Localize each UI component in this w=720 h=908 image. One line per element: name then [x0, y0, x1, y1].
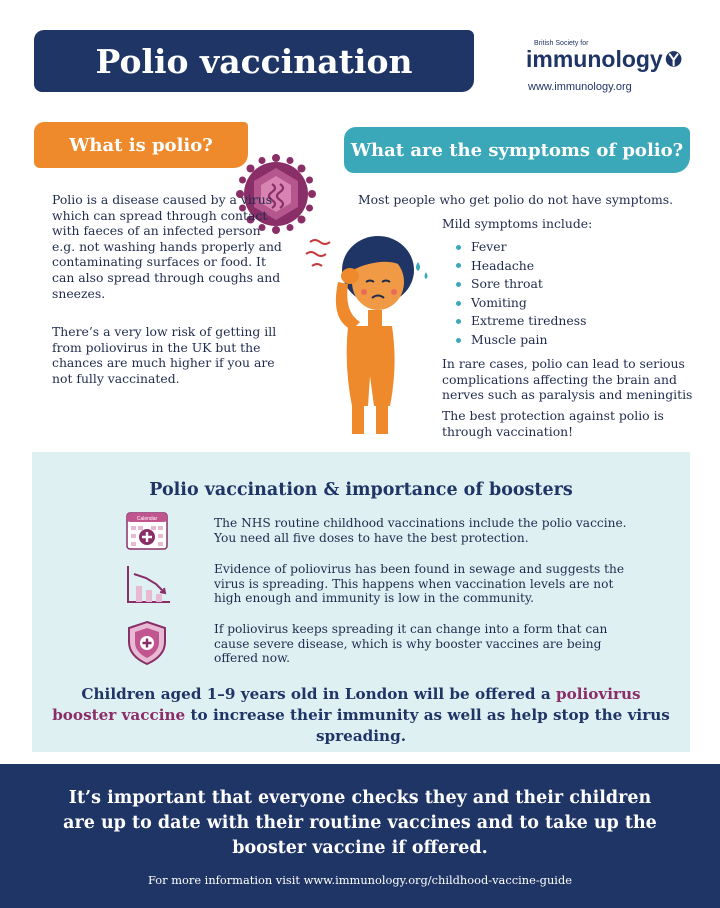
- bullet-icon: [456, 338, 461, 343]
- children-note-highlight: poliovirus booster vaccine: [52, 685, 641, 724]
- bullet-icon: [456, 319, 461, 324]
- boosters-heading: Polio vaccination & importance of boosters: [149, 480, 573, 500]
- list-item: [456, 294, 586, 313]
- what-is-polio-heading: What is polio?: [34, 122, 248, 168]
- polio-description: Polio is a disease caused by a virus which can spread through contact with faeces of an infected person e.g. not washing hands properly and contaminating surfaces or food. It can also spread through coughs and sneezes.: [52, 192, 282, 301]
- footer-banner: [0, 764, 720, 908]
- list-item: [456, 275, 586, 294]
- list-item: [456, 238, 586, 257]
- symptom-label: Sore throat: [471, 276, 543, 292]
- bullet-icon: [456, 301, 461, 306]
- declining-chart-icon: [126, 564, 172, 604]
- sick-child-illustration: [300, 222, 440, 442]
- logo-small-text: British Society for: [534, 40, 589, 47]
- calendar-icon-label: Calendar: [136, 516, 158, 522]
- symptom-label: Vomiting: [471, 294, 527, 310]
- polio-risk-text: There’s a very low risk of getting ill from poliovirus in the UK but the chances are much higher if you are not fully vaccinated.: [52, 324, 277, 386]
- logo-url: www.immunology.org: [528, 81, 632, 93]
- title-banner: [34, 30, 474, 92]
- logo-wordmark: [526, 47, 682, 71]
- booster-point-2: Evidence of poliovirus has been found in sewage and suggests the virus is spreading. This happens when vaccination levels are not high enough and immunity is low in the community.: [214, 562, 625, 606]
- symptom-label: Fever: [471, 239, 507, 254]
- shield-plus-icon: [126, 620, 168, 666]
- bullet-icon: [456, 245, 461, 250]
- symptom-label: Muscle pain: [471, 331, 548, 347]
- bullet-icon: [456, 263, 461, 268]
- symptom-label: Headache: [471, 257, 535, 273]
- best-protection-text: The best protection against polio is through vaccination!: [442, 408, 664, 439]
- children-booster-note: [52, 684, 670, 747]
- footer-message: It’s important that everyone checks they and their children are up to date with their routine vaccines and to take up the booster vaccine if offered.: [63, 788, 657, 858]
- logo-y-icon: [665, 47, 682, 71]
- list-item: [456, 312, 586, 331]
- list-item: [456, 257, 586, 276]
- children-note-text-end: to increase their immunity as well as help stop the virus spreading.: [185, 706, 670, 745]
- symptom-list: [456, 238, 586, 350]
- more-info-text: For more information visit www.immunology.org/childhood-vaccine-guide: [148, 873, 572, 887]
- rare-complications-text: In rare cases, polio can lead to serious complications affecting the brain and nerves such as paralysis and meningitis: [442, 356, 693, 403]
- logo-main-text: immunology: [526, 46, 663, 72]
- symptoms-intro: Most people who get polio do not have symptoms.: [358, 192, 674, 207]
- calendar-icon: [126, 512, 168, 550]
- symptoms-heading: What are the symptoms of polio?: [344, 127, 690, 173]
- list-item: [456, 331, 586, 350]
- children-note-text: Children aged 1–9 years old in London will be offered a: [81, 685, 556, 703]
- mild-symptoms-label: Mild symptoms include:: [442, 216, 593, 231]
- bullet-icon: [456, 282, 461, 287]
- boosters-panel: [32, 452, 690, 752]
- booster-point-1: The NHS routine childhood vaccinations include the polio vaccine. You need all five doses to have the best protection.: [214, 516, 627, 545]
- booster-point-3: If poliovirus keeps spreading it can change into a form that can cause severe disease, which is why booster vaccines are being offered now.: [214, 622, 608, 666]
- bsi-logo: [512, 40, 682, 93]
- page-title: Polio vaccination: [95, 41, 413, 81]
- symptom-label: Extreme tiredness: [471, 313, 587, 329]
